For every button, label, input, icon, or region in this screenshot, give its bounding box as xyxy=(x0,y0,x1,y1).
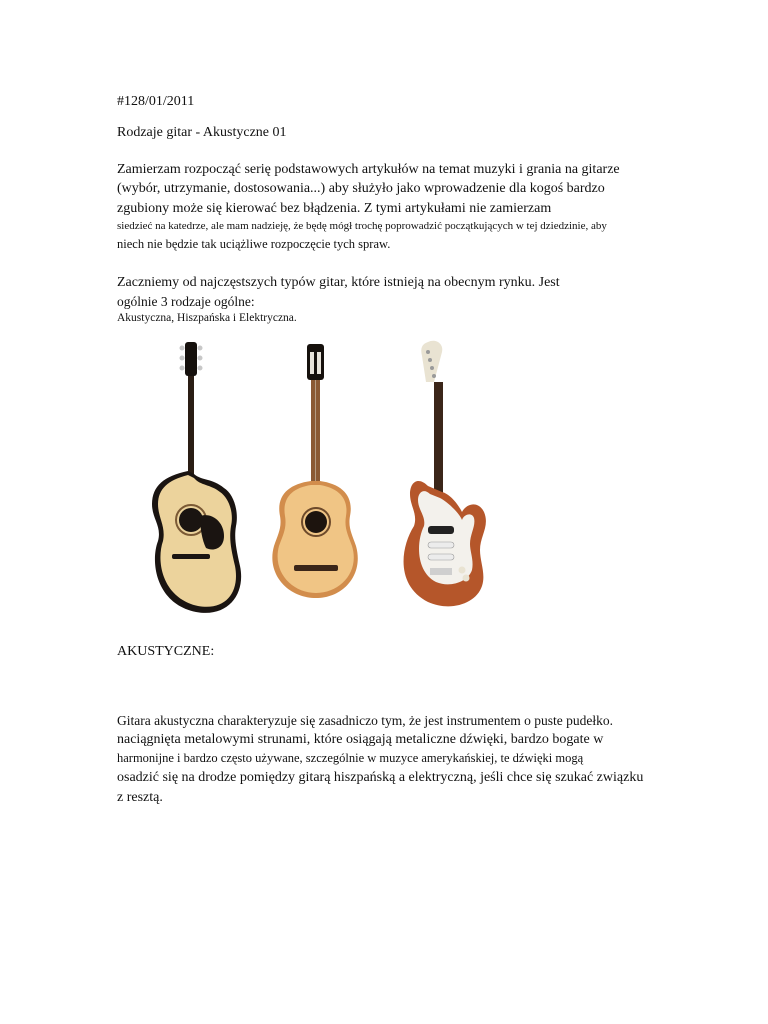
text-line: Gitara akustyczna charakteryzuje się zasadniczo tym, że jest instrumentem o puste pudełko. xyxy=(117,713,613,728)
text-line: osadzić się na drodze pomiędzy gitarą hiszpańską a elektryczną, jeśli chce się szukać związku xyxy=(117,770,644,785)
text-line: Zamierzam rozpocząć serię podstawowych artykułów na temat muzyki i grania na gitarze xyxy=(117,162,620,177)
document-title: Rodzaje gitar - Akustyczne 01 xyxy=(117,125,287,140)
text-line: (wybór, utrzymanie, dostosowania...) aby służyło jako wprowadzenie dla kogoś bardzo xyxy=(117,181,605,196)
text-line: z resztą. xyxy=(117,790,163,805)
spanish-guitar-image xyxy=(272,344,357,598)
section-heading: AKUSTYCZNE: xyxy=(117,644,215,659)
text-line: harmonijne i bardzo często używane, szczególnie w muzyce amerykańskiej, te dźwięki mogą xyxy=(117,751,584,765)
guitars-illustration xyxy=(128,336,498,616)
text-line: niech nie będzie tak uciążliwe rozpoczęcie tych spraw. xyxy=(117,237,391,251)
text-line: Akustyczna, Hiszpańska i Elektryczna. xyxy=(117,312,297,324)
text-line: zgubiony może się kierować bez błądzenia. Z tymi artykułami nie zamierzam xyxy=(117,201,552,216)
text-line: siedzieć na katedrze, ale mam nadzieję, że będę mógł trochę poprowadzić początkujących w tej dziedzinie, aby xyxy=(117,220,607,232)
reference-number: #128/01/2011 xyxy=(117,94,195,109)
text-line: Zaczniemy od najczęstszych typów gitar, które istnieją na obecnym rynku. Jest xyxy=(117,275,560,290)
text-line: naciągnięta metalowymi strunami, które osiągają metaliczne dźwięki, bardzo bogate w xyxy=(117,732,604,747)
text-line: ogólnie 3 rodzaje ogólne: xyxy=(117,294,255,309)
electric-guitar-image xyxy=(404,341,486,607)
acoustic-guitar-image xyxy=(152,342,241,613)
